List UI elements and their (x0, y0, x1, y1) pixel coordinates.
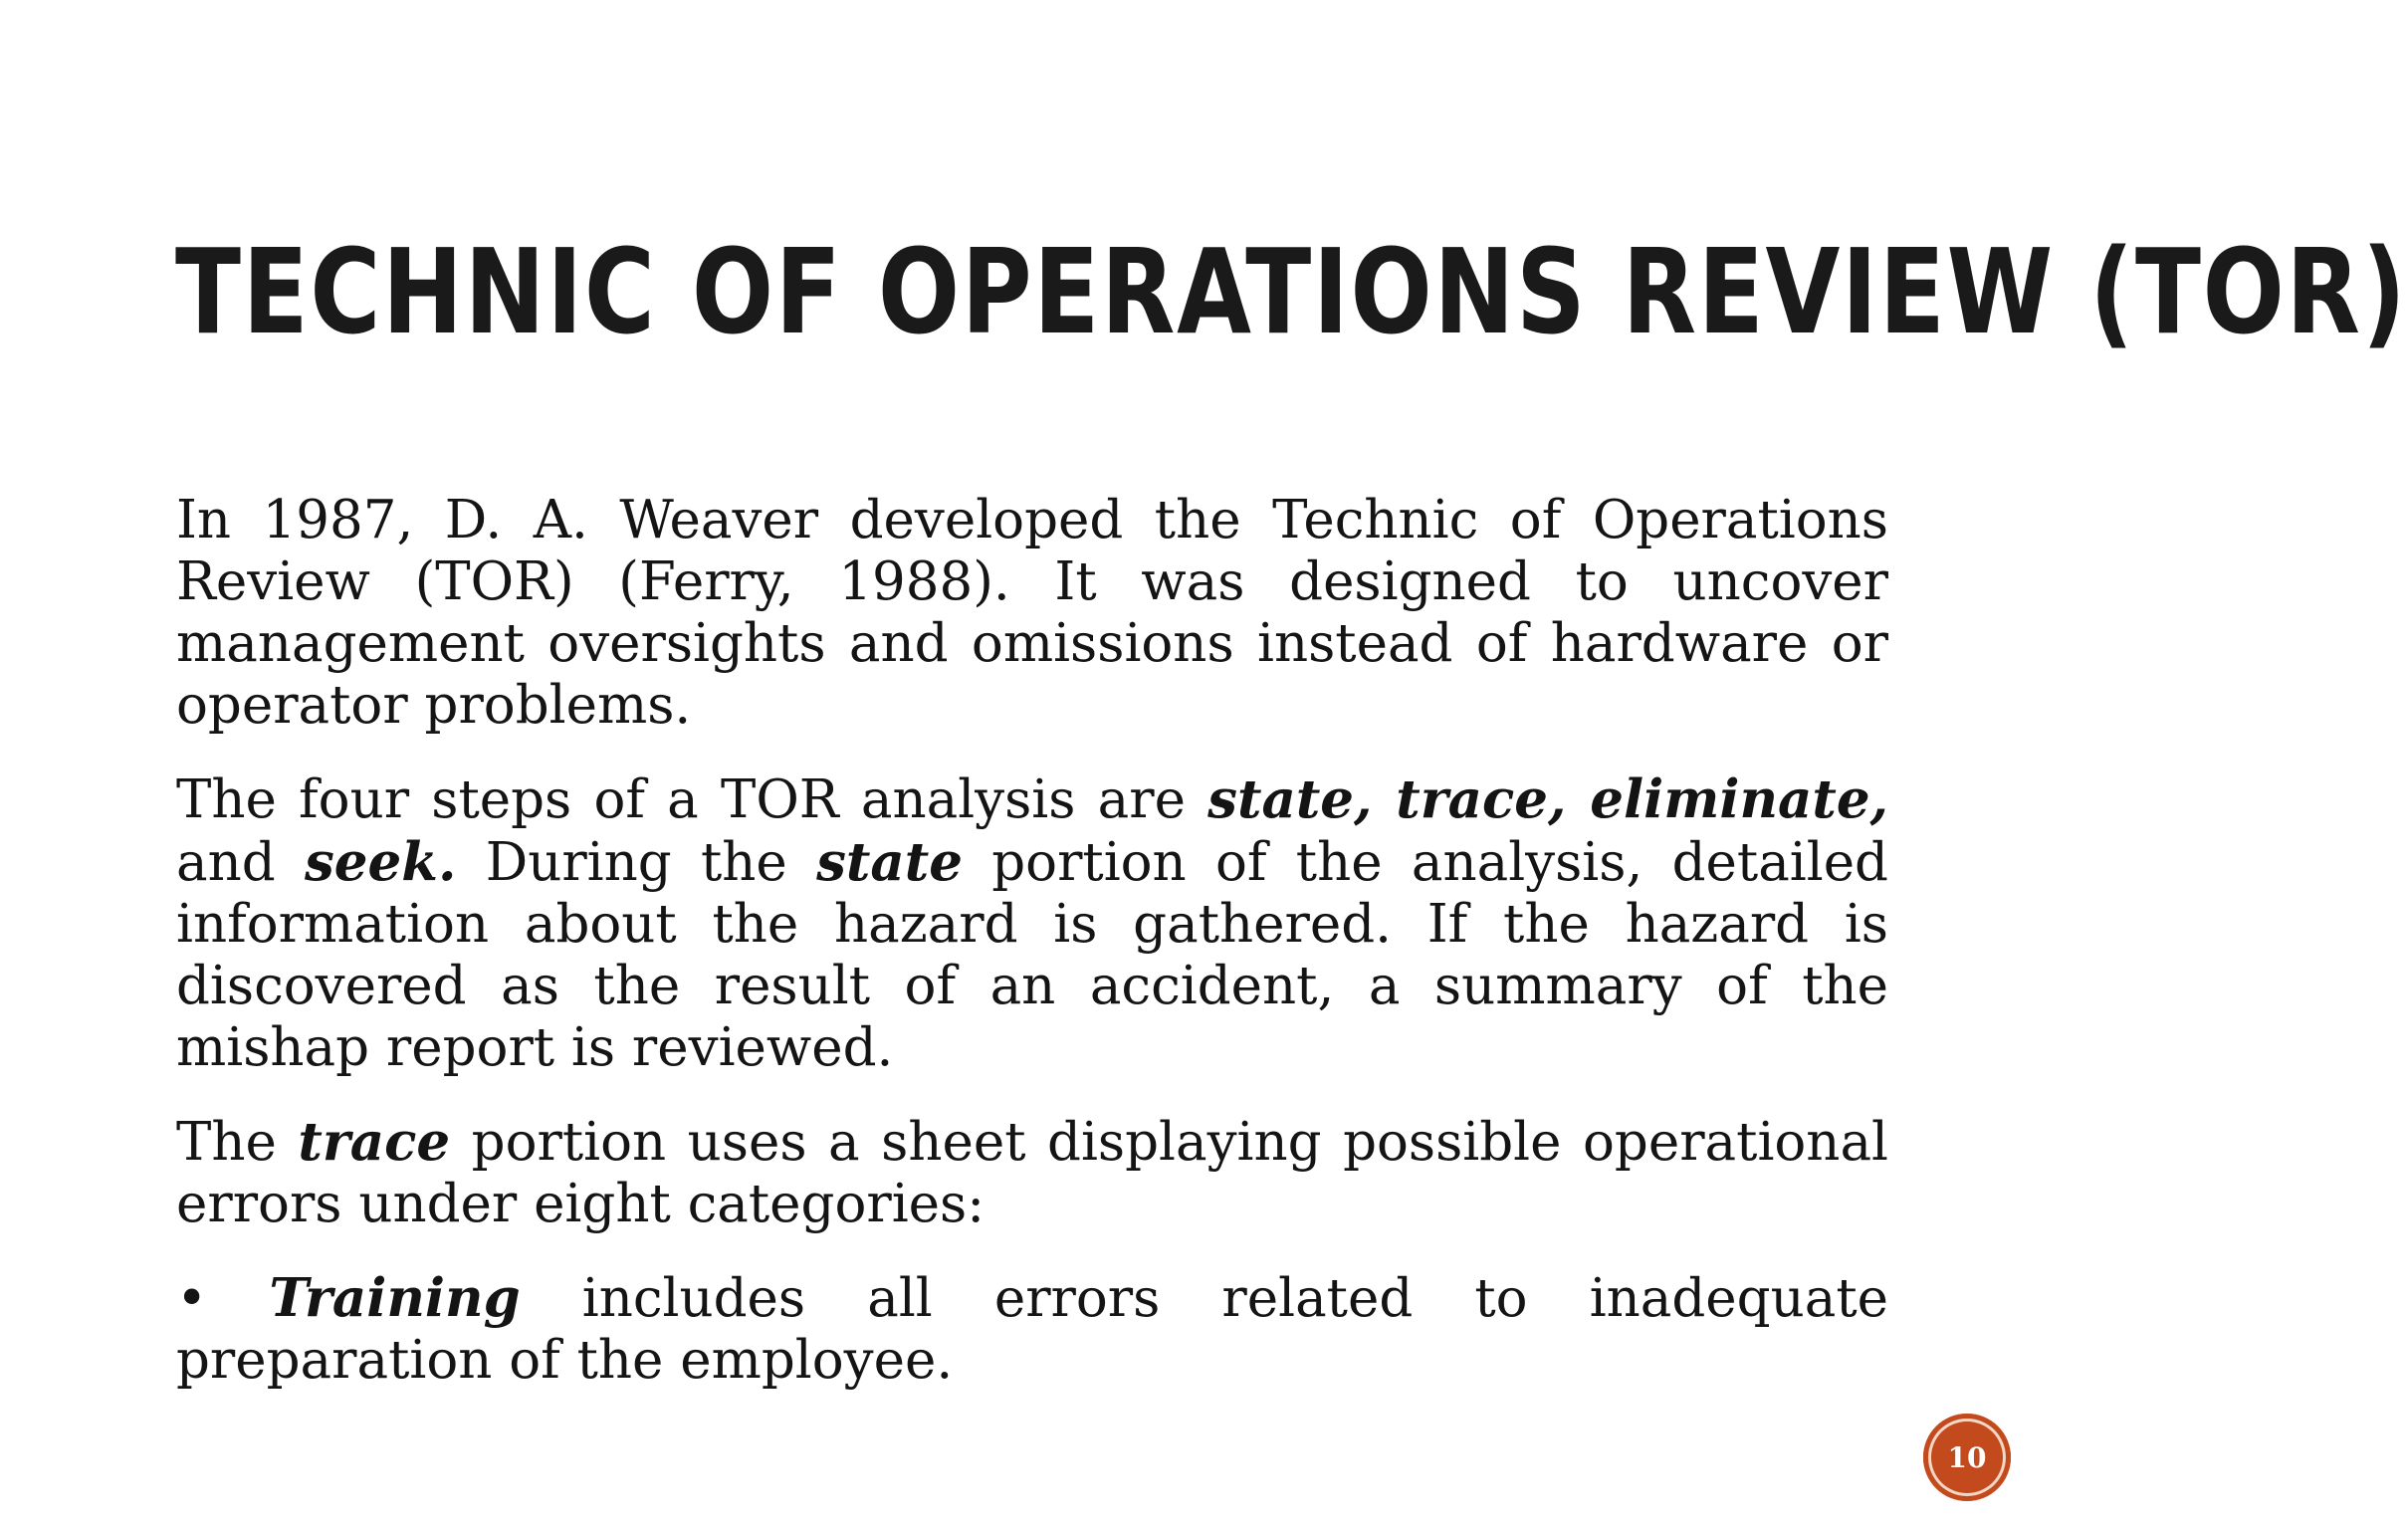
paragraph-text: The four steps of a TOR analysis are (176, 769, 1208, 830)
paragraph-trace (176, 1111, 1888, 1235)
emphasis-trace: trace (298, 1111, 451, 1173)
emphasis-training: Training (269, 1267, 521, 1329)
paragraph-text: In 1987, D. A. Weaver developed the Technic of Operations Review (TOR) (Ferry, 1988). It was designed to uncover management oversights and omissions instead of hardware or operator problems. (176, 490, 1888, 736)
emphasis-steps: state, trace, eliminate, (1207, 768, 1889, 830)
slide-title: TECHNIC OF OPERATIONS REVIEW (TOR) (175, 223, 2408, 360)
emphasis-state: state (816, 831, 963, 893)
paragraph-text: During the (456, 832, 817, 893)
bullet-marker: • (176, 1268, 270, 1329)
paragraph-tor-intro (176, 490, 1888, 737)
paragraph-text: The (176, 1112, 299, 1173)
page-number: 10 (1947, 1440, 1987, 1474)
slide-body (176, 490, 1888, 1423)
paragraph-text: and (176, 832, 305, 893)
paragraph-text: portion of the analysis, detailed information about the hazard is gathered. If the hazard is discovered as the result of an accident, a summary of the mishap report is reviewed. (176, 832, 1888, 1078)
paragraph-four-steps (176, 768, 1888, 1079)
emphasis-seek: seek. (304, 831, 457, 893)
bullet-training (176, 1267, 1888, 1392)
paragraph-text: includes all errors related to inadequate preparation of the employee. (176, 1268, 1888, 1391)
paragraph-text: portion uses a sheet displaying possible operational errors under eight categories: (176, 1112, 1888, 1234)
page-number-badge (1923, 1414, 2011, 1501)
